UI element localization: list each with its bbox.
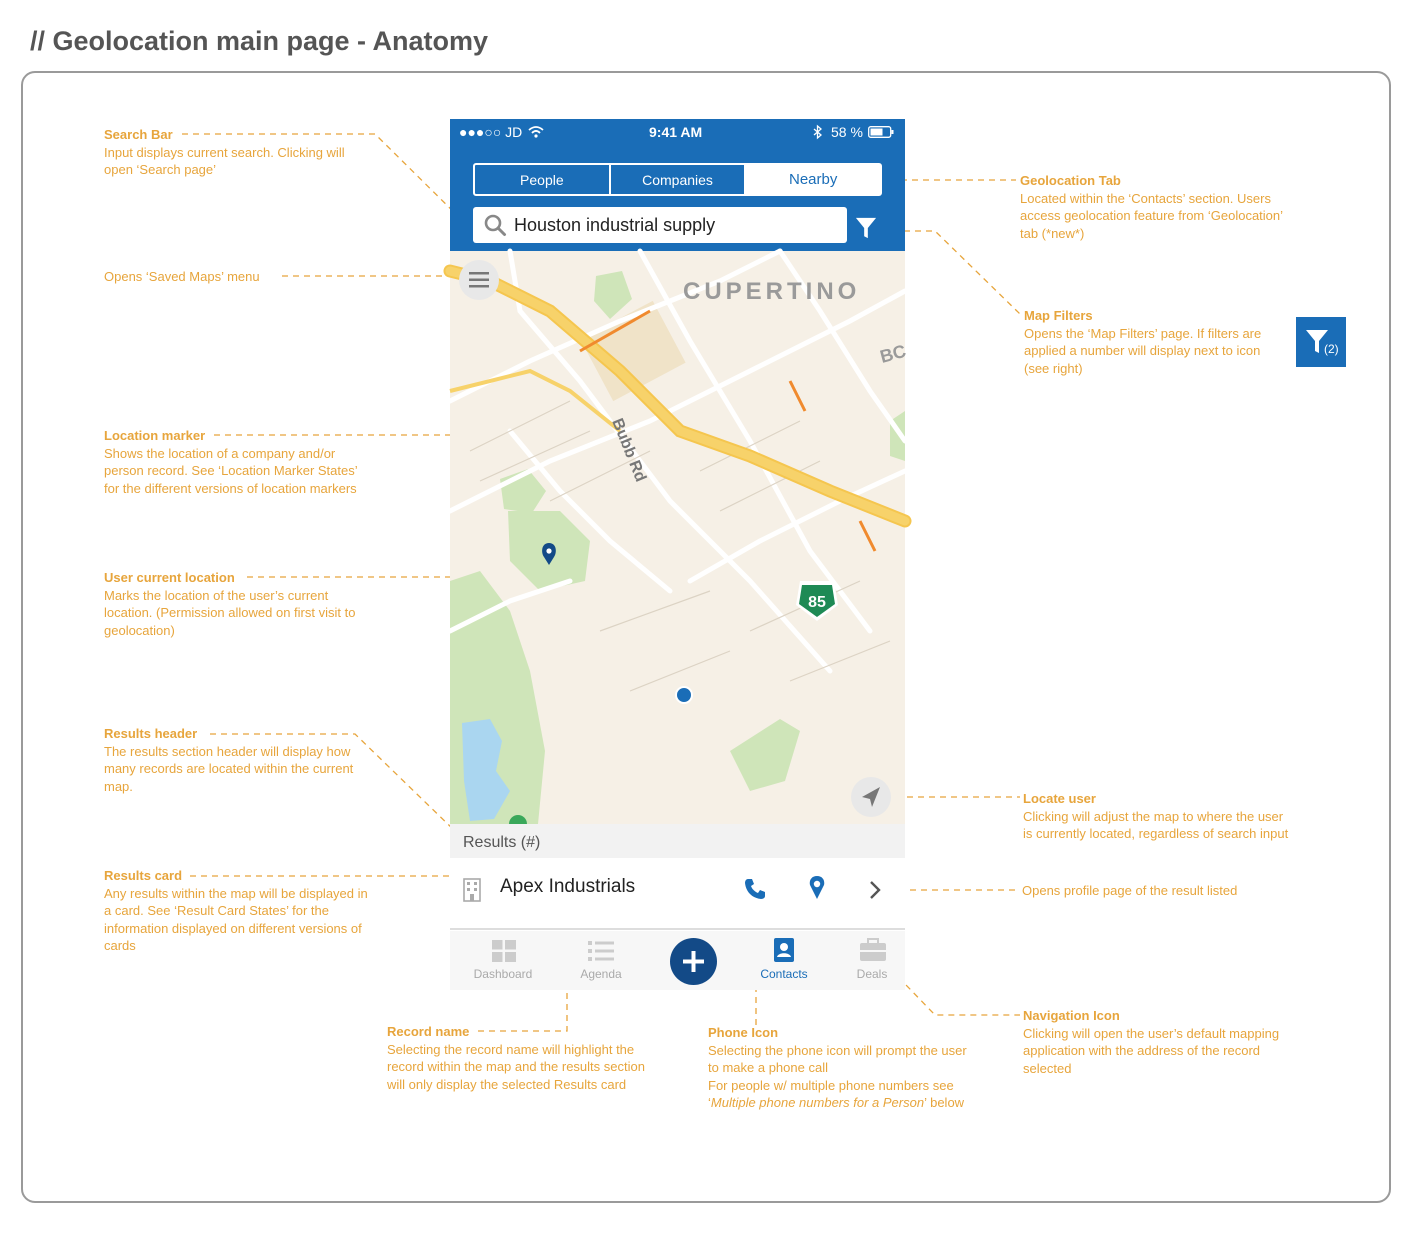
dashboard-icon <box>492 940 516 962</box>
annotation-location-marker: Location marker Shows the location of a company and/or person record. See ‘Location Marker States’ for the different versions of location markers <box>104 428 358 496</box>
map-label-city: CUPERTINO <box>683 278 861 305</box>
highway-shield <box>796 581 838 621</box>
map-canvas[interactable] <box>450 251 909 824</box>
status-time: 9:41 AM <box>649 124 703 140</box>
annotation-geolocation-tab: Geolocation Tab Located within the ‘Contacts’ section. Users access geolocation feature from ‘Geolocation’ tab (*new*) <box>1020 173 1283 241</box>
add-button[interactable] <box>670 938 717 985</box>
wifi-icon <box>528 126 544 138</box>
contacts-icon <box>773 938 795 962</box>
chevron-right-icon[interactable] <box>868 880 882 900</box>
nav-dashboard[interactable]: Dashboard <box>473 967 533 981</box>
tab-companies[interactable]: Companies <box>611 165 747 194</box>
tab-people[interactable]: People <box>475 165 611 194</box>
annotation-phone-icon: Phone Icon Selecting the phone icon will prompt the user to make a phone call For people w/ multiple phone numbers see ‘Multiple phone numbers for a Person’ below <box>708 1025 967 1110</box>
carrier-status: ●●●○○ JD <box>459 124 523 140</box>
tab-nearby[interactable]: Nearby <box>746 165 880 194</box>
battery-percent: 58 % <box>831 124 863 140</box>
search-bar[interactable] <box>473 207 847 243</box>
plus-icon <box>670 938 717 985</box>
annotation-saved-maps: Opens ‘Saved Maps’ menu <box>104 269 260 284</box>
filter-count: (2) <box>1324 342 1339 356</box>
annotation-record-name: Record name Selecting the record name will highlight the record within the map and the results section will only display the selected Results card <box>387 1024 645 1092</box>
result-card[interactable] <box>450 858 905 930</box>
bottom-nav <box>450 931 905 990</box>
building-icon <box>463 878 481 902</box>
highway-label: 85 <box>808 594 826 611</box>
locate-user-button[interactable] <box>851 777 891 817</box>
phone-icon[interactable] <box>743 877 767 901</box>
results-header: Results (#) <box>450 824 905 858</box>
saved-maps-button[interactable] <box>459 260 499 300</box>
annotation-results-header: Results header The results section header will display how many records are located within the current map. <box>104 726 354 794</box>
search-icon <box>484 214 506 236</box>
agenda-icon <box>588 940 614 962</box>
search-input[interactable]: Houston industrial supply <box>514 214 716 235</box>
page-title: // Geolocation main page - Anatomy <box>30 26 489 56</box>
record-name[interactable]: Apex Industrials <box>500 876 636 897</box>
annotation-search-bar: Search Bar Input displays current search. Clicking will open ‘Search page’ <box>104 127 345 177</box>
annotation-locate-user: Locate user Clicking will adjust the map to where the user is currently located, regardless of search input <box>1023 791 1289 841</box>
map-view[interactable] <box>450 251 909 824</box>
annotation-navigation-icon: Navigation Icon Clicking will open the user’s default mapping application with the address of the record selected <box>1023 1008 1280 1076</box>
nav-contacts[interactable]: Contacts <box>760 967 808 981</box>
filter-button[interactable] <box>855 217 877 239</box>
annotation-profile: Opens profile page of the result listed <box>1022 883 1238 898</box>
map-label-edge: BC <box>877 340 909 367</box>
top-bar <box>450 119 905 251</box>
user-location-dot <box>676 687 692 703</box>
phone-screen <box>450 119 909 990</box>
navigation-icon[interactable] <box>808 875 826 901</box>
deals-icon <box>860 939 886 961</box>
map-label-road: Bubb Rd <box>608 416 650 485</box>
battery-icon <box>868 126 894 138</box>
filter-badge-example <box>1296 317 1346 367</box>
annotation-user-location: User current location Marks the location of the user’s current location. (Permission allowed on first visit to geolocation) <box>104 570 356 638</box>
nav-agenda[interactable]: Agenda <box>580 967 622 981</box>
bluetooth-icon <box>813 125 822 139</box>
nav-deals[interactable]: Deals <box>856 967 888 981</box>
contact-tabs <box>473 163 882 196</box>
annotation-results-card: Results card Any results within the map will be displayed in a card. See ‘Result Card States’ for the information displayed on different versions of cards <box>104 868 368 953</box>
annotation-map-filters: Map Filters Opens the ‘Map Filters’ page. If filters are applied a number will display next to icon (see right) <box>1024 308 1262 376</box>
